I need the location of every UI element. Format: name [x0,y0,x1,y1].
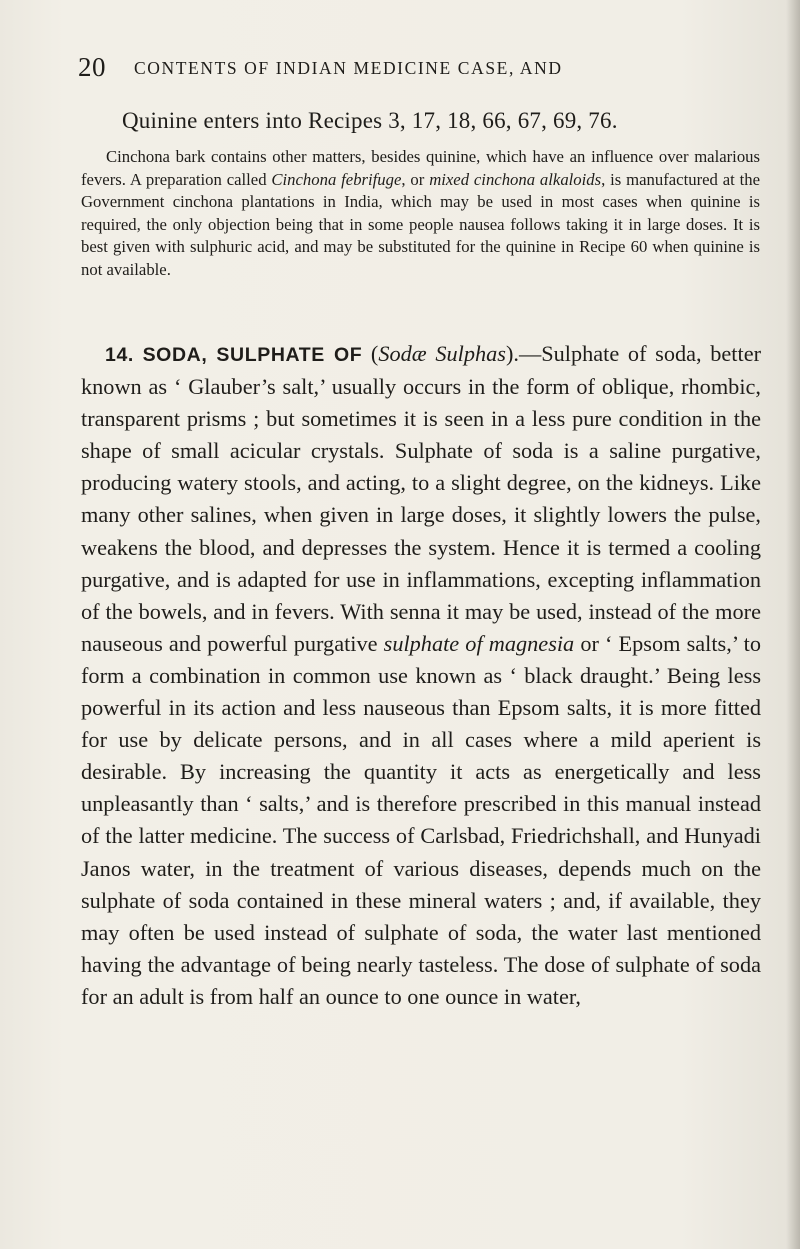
latin-close: ). [505,341,519,366]
page-header [78,52,768,82]
soda-text-1: —Sulphate of soda, better known as ‘ Glauber’s salt,’ usually occurs in the form of oblique, rhombic, transparent prisms ; but sometimes it is seen in a less pure condition in the shape of small acicular crystals. Sulphate of soda is a saline purgative, producing watery stools, and acting, to a slight degree, on the kidneys. Like many other salines, when given in large doses, it slightly lowers the pulse, weakens the blood, and depresses the system. Hence it is termed a cooling purgative, and is adapted for use in inflammations, excepting inflammation of the bowels, and in fevers. With senna it may be used, instead of the more nauseous and powerful purgative [81,341,762,656]
latin-name: Sodæ Sulphas [378,341,506,366]
soda-text-2: or ‘ Epsom salts,’ to form a combination in common use known as ‘ black draught.’ Being less powerful in its action and less nauseous than Epsom salts, it is more fitted for use by delicate persons, and in all cases where a mild aperient is desirable. By increasing the quantity it acts as energetically and less unpleasantly than ‘ salts,’ and is therefore prescribed in this manual instead of the latter medicine. The success of Carlsbad, Friedrichshall, and Hunyadi Janos water, in the treatment of various diseases, depends much on the sulphate of soda contained in these mineral waters ; and, if available, they may often be used instead of sulphate of soda, the water last mentioned having the advantage of being nearly tasteless. The dose of sulphate of soda for an adult is from half an ounce to one ounce in water, [81,630,761,1009]
cinchona-paragraph [81,146,760,282]
cinchona-text-1: Cinchona bark contains other matters, besides quinine, which have an influence over malarious fevers. A preparation called [81,147,760,189]
cinchona-text-2: , or [401,169,430,189]
section-number: 14. [105,344,134,366]
cinchona-text-3: , is manufactured at the Government cinchona plantations in India, which may be used in most cases when quinine is required, the only objection being that in some people nausea follows taking it in large doses. It is best given with sulphuric acid, and may be substituted for the quinine in Recipe 60 when quinine is not available. [81,169,761,279]
running-head: CONTENTS OF INDIAN MEDICINE CASE, AND [134,58,563,78]
cinchona-febrifuge-term: Cinchona febrifuge [271,169,402,189]
quinine-recipes-line: Quinine enters into Recipes 3, 17, 18, 66, 67, 69, 76. [122,108,618,133]
latin-open: ( [362,341,379,366]
page-edge-shadow [786,0,800,1249]
soda-sulphate-paragraph [81,338,761,1013]
section-heading: SODA, SULPHATE OF [142,344,363,366]
mixed-alkaloids-term: mixed cinchona alkaloids [429,169,602,189]
page-number: 20 [78,52,106,82]
magnesia-term: sulphate of magnesia [383,630,575,656]
